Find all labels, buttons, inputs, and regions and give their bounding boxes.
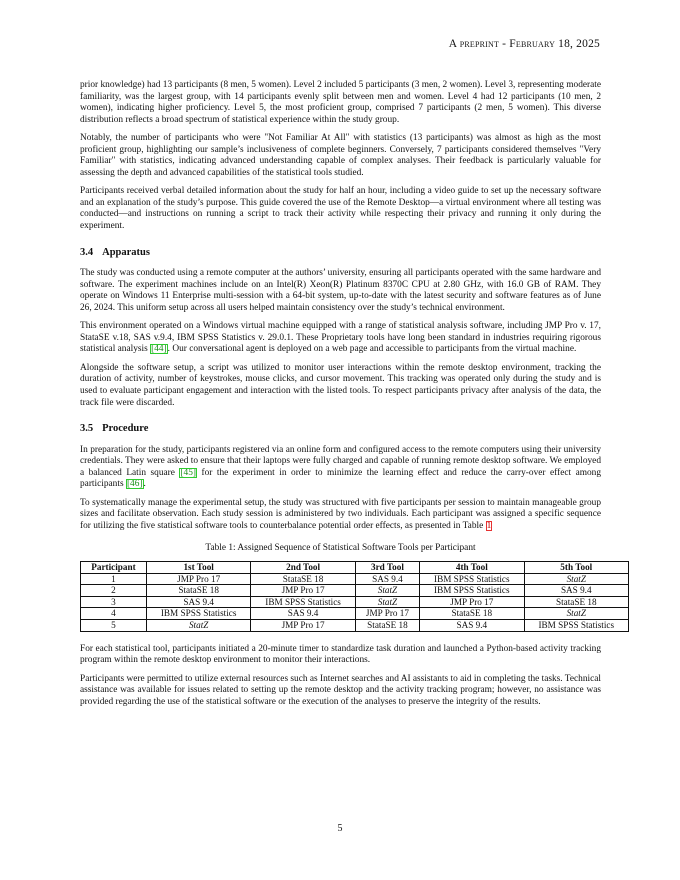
table-cell: SAS 9.4 bbox=[355, 573, 419, 585]
table-cell: StataSE 18 bbox=[146, 585, 250, 597]
page-content bbox=[80, 80, 615, 715]
table-row bbox=[81, 596, 629, 608]
table-cell: SAS 9.4 bbox=[146, 596, 250, 608]
table-cell: 3 bbox=[81, 596, 147, 608]
table-cell: IBM SPSS Statistics bbox=[420, 585, 524, 597]
table-cell: IBM SPSS Statistics bbox=[146, 608, 250, 620]
table-cell: JMP Pro 17 bbox=[146, 573, 250, 585]
table-header-cell: 5th Tool bbox=[524, 562, 628, 574]
table-header-cell: 4th Tool bbox=[420, 562, 524, 574]
table-row bbox=[81, 620, 629, 632]
table-cell: StatZ bbox=[355, 596, 419, 608]
table-cell: StataSE 18 bbox=[251, 573, 355, 585]
section-heading-procedure bbox=[80, 423, 601, 435]
table-row bbox=[81, 573, 629, 585]
paragraph-familiarity: Notably, the number of participants who were "Not Familiar At All" with statistics (13 participants) was almost as high as the most proficient group, highlighting our sample’s inclusiveness of complete beginners. Conversely, 7 participants considered themselves "Very Familiar" with statistics, indicating advanced understanding capable of complex analyses. Their feedback is particularly valuable for assessing the depth and advanced capabilities of the statistical tools studied. bbox=[80, 133, 601, 178]
table-row bbox=[81, 608, 629, 620]
header-date: February 18, 2025 bbox=[509, 38, 600, 50]
table-cell: StatZ bbox=[355, 585, 419, 597]
table-cell: StataSE 18 bbox=[420, 608, 524, 620]
text-segment: . Our conversational agent is deployed on a web page and accessible to participants from the virtual machine. bbox=[167, 344, 577, 355]
text-segment: . bbox=[143, 479, 146, 490]
table-header-cell: 3rd Tool bbox=[355, 562, 419, 574]
table-header-cell: Participant bbox=[81, 562, 147, 574]
table-cell: IBM SPSS Statistics bbox=[251, 596, 355, 608]
section-title: Apparatus bbox=[102, 246, 150, 258]
tool-sequence-table bbox=[80, 561, 629, 632]
section-title: Procedure bbox=[102, 423, 149, 435]
table-cell: IBM SPSS Statistics bbox=[420, 573, 524, 585]
citation-link[interactable]: [44] bbox=[151, 344, 167, 355]
page-number: 5 bbox=[337, 823, 343, 834]
paragraph-tracking: Alongside the software setup, a script was utilized to monitor user interactions within the remote desktop environment, tracking the duration of activity, number of keystrokes, mouse clicks, and cursor movement. This tracking was operated only during the study and is used to evaluate participant engagement and interaction with the listed tools. To respect participants privacy after analysis of the data, the track file were discarded. bbox=[80, 362, 601, 408]
text-segment: This environment operated on a Windows virtual machine equipped with a range of statistical analysis software, including JMP Pro v. 17, StataSE v.18, SAS v.9.4, IBM SPSS Statistics v. 29.0.1. These Proprietary tools have long been standard in industries requiring rigorous statistical analysis bbox=[80, 321, 601, 355]
table-cell: 1 bbox=[81, 573, 147, 585]
citation-link[interactable]: [46] bbox=[126, 479, 143, 490]
table-header-cell: 1st Tool bbox=[146, 562, 250, 574]
paragraph-participant-info: Participants received verbal detailed information about the study for half an hour, including a video guide to set up the necessary software and an explanation of the study’s purpose. This guide covered the use of the Remote Desktop—a virtual environment where all testing was conducted—and instructions on running a script to track their activity while respecting their privacy and running it only during the experiment. bbox=[80, 186, 601, 232]
paragraph-preparation bbox=[80, 445, 601, 491]
table-cell: SAS 9.4 bbox=[524, 585, 628, 597]
table-cell: StataSE 18 bbox=[355, 620, 419, 632]
paragraph-participant-levels: prior knowledge) had 13 participants (8 men, 5 women). Level 2 included 5 participants (3 men, 2 women). Level 3, representing moderate familiarity, was the largest group, with 14 participants evenly split between men and women. Level 4 had 12 participants (10 men, 2 women), indicating higher proficiency. Level 5, the most proficient group, comprised 7 participants (2 men, 5 women). This diverse distribution reflects a broad spectrum of statistical experience within the study group. bbox=[80, 80, 602, 125]
paragraph-resources: Participants were permitted to utilize external resources such as Internet searches and AI assistants to aid in completing the tasks. Technical assistance was available for issues related to setting up the remote desktop and the activity tracking program; however, no assistance was provided regarding the use of the statistical software or the execution of the analyses to preserve the integrity of the results. bbox=[80, 673, 601, 707]
table-header-row bbox=[81, 562, 629, 574]
table-cell: JMP Pro 17 bbox=[420, 596, 524, 608]
table-cell: StatZ bbox=[524, 608, 628, 620]
section-heading-apparatus bbox=[80, 247, 601, 259]
table-caption: Table 1: Assigned Sequence of Statistical Software Tools per Participant bbox=[205, 542, 476, 553]
citation-link[interactable]: [45] bbox=[180, 467, 196, 478]
paragraph-timer: For each statistical tool, participants initiated a 20-minute timer to standardize task duration and launched a Python-based activity tracking program within the remote desktop environment to monitor their interactions. bbox=[80, 643, 601, 666]
paragraph-hardware: The study was conducted using a remote computer at the authors’ university, ensuring all participants operated with the same hardware and software. The experiment machines include on an Intel(R) Xeon(R) Platinum 8370C CPU at 2.80 GHz, with 16.0 GB of RAM. They operate on Windows 11 Enterprise multi-session with a 64-bit system, up-to-date with the latest security and software features as of June 26, 2024. This uniform setup across all users helped maintain consistency over the study’s technical environment. bbox=[80, 268, 601, 313]
table-cell: JMP Pro 17 bbox=[355, 608, 419, 620]
text-segment: for the experiment in order to minimize the learning effect and reduce the carry-over effect among participants bbox=[80, 467, 601, 490]
table-cell: IBM SPSS Statistics bbox=[524, 620, 628, 632]
paragraph-software bbox=[80, 321, 601, 356]
table-cell: JMP Pro 17 bbox=[251, 620, 355, 632]
running-header bbox=[449, 38, 600, 50]
table-cell: SAS 9.4 bbox=[420, 620, 524, 632]
header-prefix: A preprint - bbox=[448, 38, 510, 50]
table-cell: StatZ bbox=[524, 573, 628, 585]
section-number: 3.5 bbox=[80, 423, 94, 435]
table-cell: StataSE 18 bbox=[524, 596, 628, 608]
table-cell: SAS 9.4 bbox=[251, 608, 355, 620]
table-reference-link[interactable]: 1 bbox=[486, 520, 492, 531]
table-cell: 5 bbox=[81, 620, 147, 632]
table-cell: 4 bbox=[81, 608, 147, 620]
text-segment: In preparation for the study, participants registered via an online form and configured access to the remote computers using their university credentials. They were asked to ensure that their laptops were fully charged and capable of running remote desktop software. We employed a balanced Latin square bbox=[80, 444, 601, 478]
table-row bbox=[81, 585, 629, 597]
paragraph-setup bbox=[80, 498, 601, 533]
table-cell: JMP Pro 17 bbox=[251, 585, 355, 597]
table-cell: StatZ bbox=[146, 620, 250, 632]
table-cell: 2 bbox=[81, 585, 147, 597]
text-segment: To systematically manage the experimental setup, the study was structured with five participants per session to maintain manageable group sizes and facilitate observation. Each study session is administered by two individuals. Each participant was assigned a specific sequence for utilizing the five statistical software tools to counterbalance potential order effects, as presented in Table bbox=[80, 497, 601, 531]
section-number: 3.4 bbox=[80, 246, 94, 258]
table-header-cell: 2nd Tool bbox=[251, 562, 355, 574]
